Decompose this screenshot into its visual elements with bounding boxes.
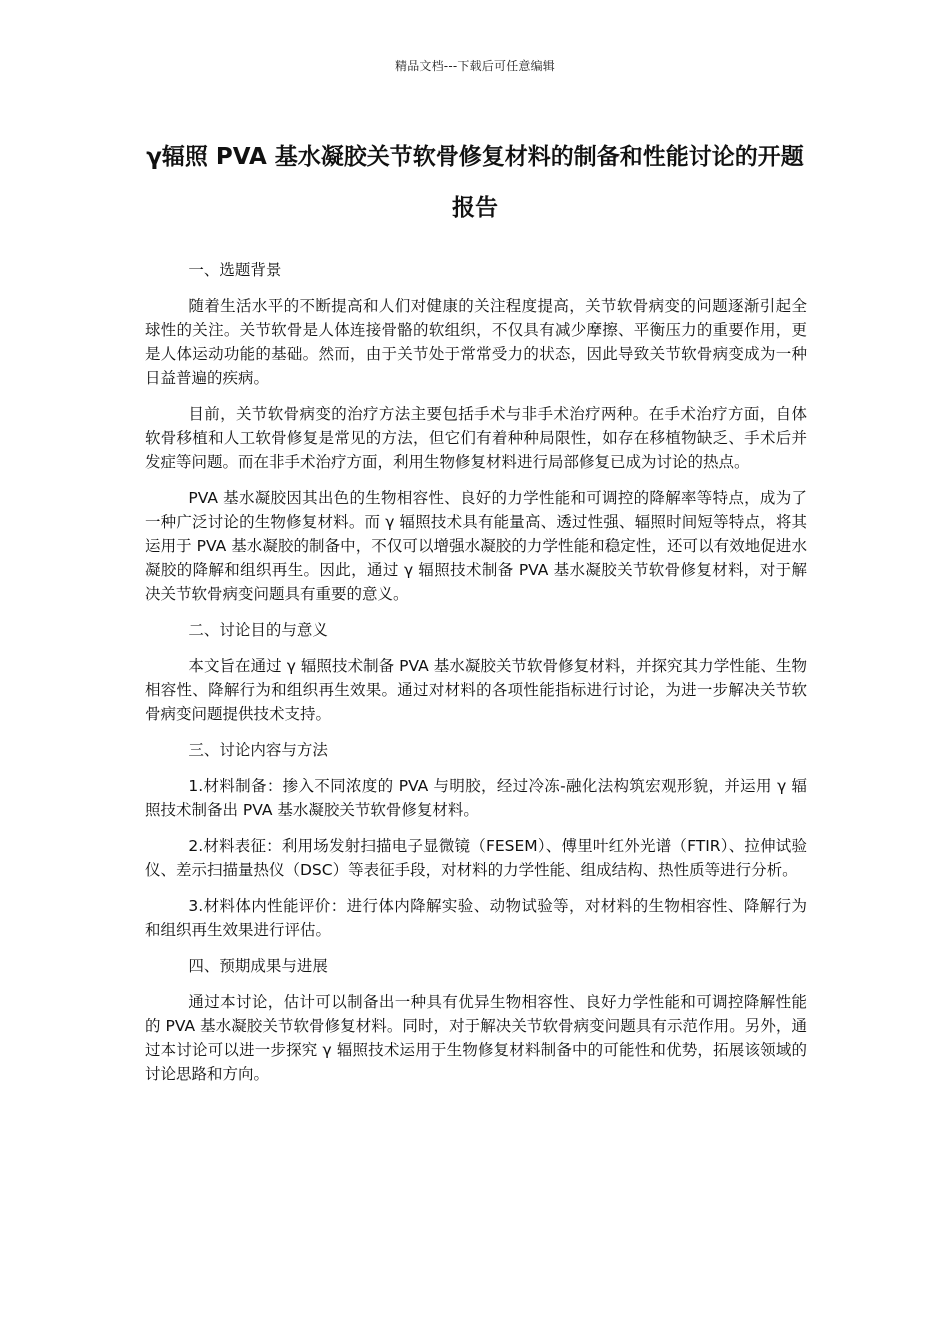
paragraph: 1.材料制备：掺入不同浓度的 PVA 与明胶，经过冷冻-融化法构筑宏观形貌，并运用 γ 辐照技术制备出 PVA 基水凝胶关节软骨修复材料。: [145, 777, 807, 819]
paragraph: 目前，关节软骨病变的治疗方法主要包括手术与非手术治疗两种。在手术治疗方面，自体软骨移植和人工软骨修复是常见的方法，但它们有着种种局限性，如存在移植物缺乏、手术后并发症等问题。而在非手术治疗方面，利用生物修复材料进行局部修复已成为讨论的热点。: [145, 405, 807, 471]
section-heading-expected-results: 四、预期成果与进展: [188, 957, 328, 975]
document-body: [145, 258, 807, 1098]
document-title: γ辐照 PVA 基水凝胶关节软骨修复材料的制备和性能讨论的开题报告: [146, 144, 804, 221]
paragraph: 本文旨在通过 γ 辐照技术制备 PVA 基水凝胶关节软骨修复材料，并探究其力学性能、生物相容性、降解行为和组织再生效果。通过对材料的各项性能指标进行讨论，为进一步解决关节软骨病变问题提供技术支持。: [145, 657, 807, 723]
section-heading-background: 一、选题背景: [188, 261, 282, 279]
paragraph: 随着生活水平的不断提高和人们对健康的关注程度提高，关节软骨病变的问题逐渐引起全球性的关注。关节软骨是人体连接骨骼的软组织，不仅具有减少摩擦、平衡压力的重要作用，更是人体运动功能的基础。然而，由于关节处于常常受力的状态，因此导致关节软骨病变成为一种日益普遍的疾病。: [145, 297, 807, 387]
paragraph: PVA 基水凝胶因其出色的生物相容性、良好的力学性能和可调控的降解率等特点，成为了一种广泛讨论的生物修复材料。而 γ 辐照技术具有能量高、透过性强、辐照时间短等特点，将其运用于 PVA 基水凝胶的制备中，不仅可以增强水凝胶的力学性能和稳定性，还可以有效地促进水凝胶的降解和组织再生。因此，通过 γ 辐照技术制备 PVA 基水凝胶关节软骨修复材料，对于解决关节软骨病变问题具有重要的意义。: [145, 489, 807, 603]
paragraph: 3.材料体内性能评价：进行体内降解实验、动物试验等，对材料的生物相容性、降解行为和组织再生效果进行评估。: [145, 897, 807, 939]
paragraph: 通过本讨论，估计可以制备出一种具有优异生物相容性、良好力学性能和可调控降解性能的 PVA 基水凝胶关节软骨修复材料。同时，对于解决关节软骨病变问题具有示范作用。另外，通过本讨论可以进一步探究 γ 辐照技术运用于生物修复材料制备中的可能性和优势，拓展该领域的讨论思路和方向。: [145, 993, 807, 1083]
section-heading-methods: 三、讨论内容与方法: [188, 741, 328, 759]
paragraph: 2.材料表征：利用场发射扫描电子显微镜（FESEM）、傅里叶红外光谱（FTIR）、拉伸试验仪、差示扫描量热仪（DSC）等表征手段，对材料的力学性能、组成结构、热性质等进行分析。: [145, 837, 807, 879]
page-header-note: 精品文档---下载后可任意编辑: [395, 59, 555, 73]
section-heading-purpose: 二、讨论目的与意义: [188, 621, 328, 639]
